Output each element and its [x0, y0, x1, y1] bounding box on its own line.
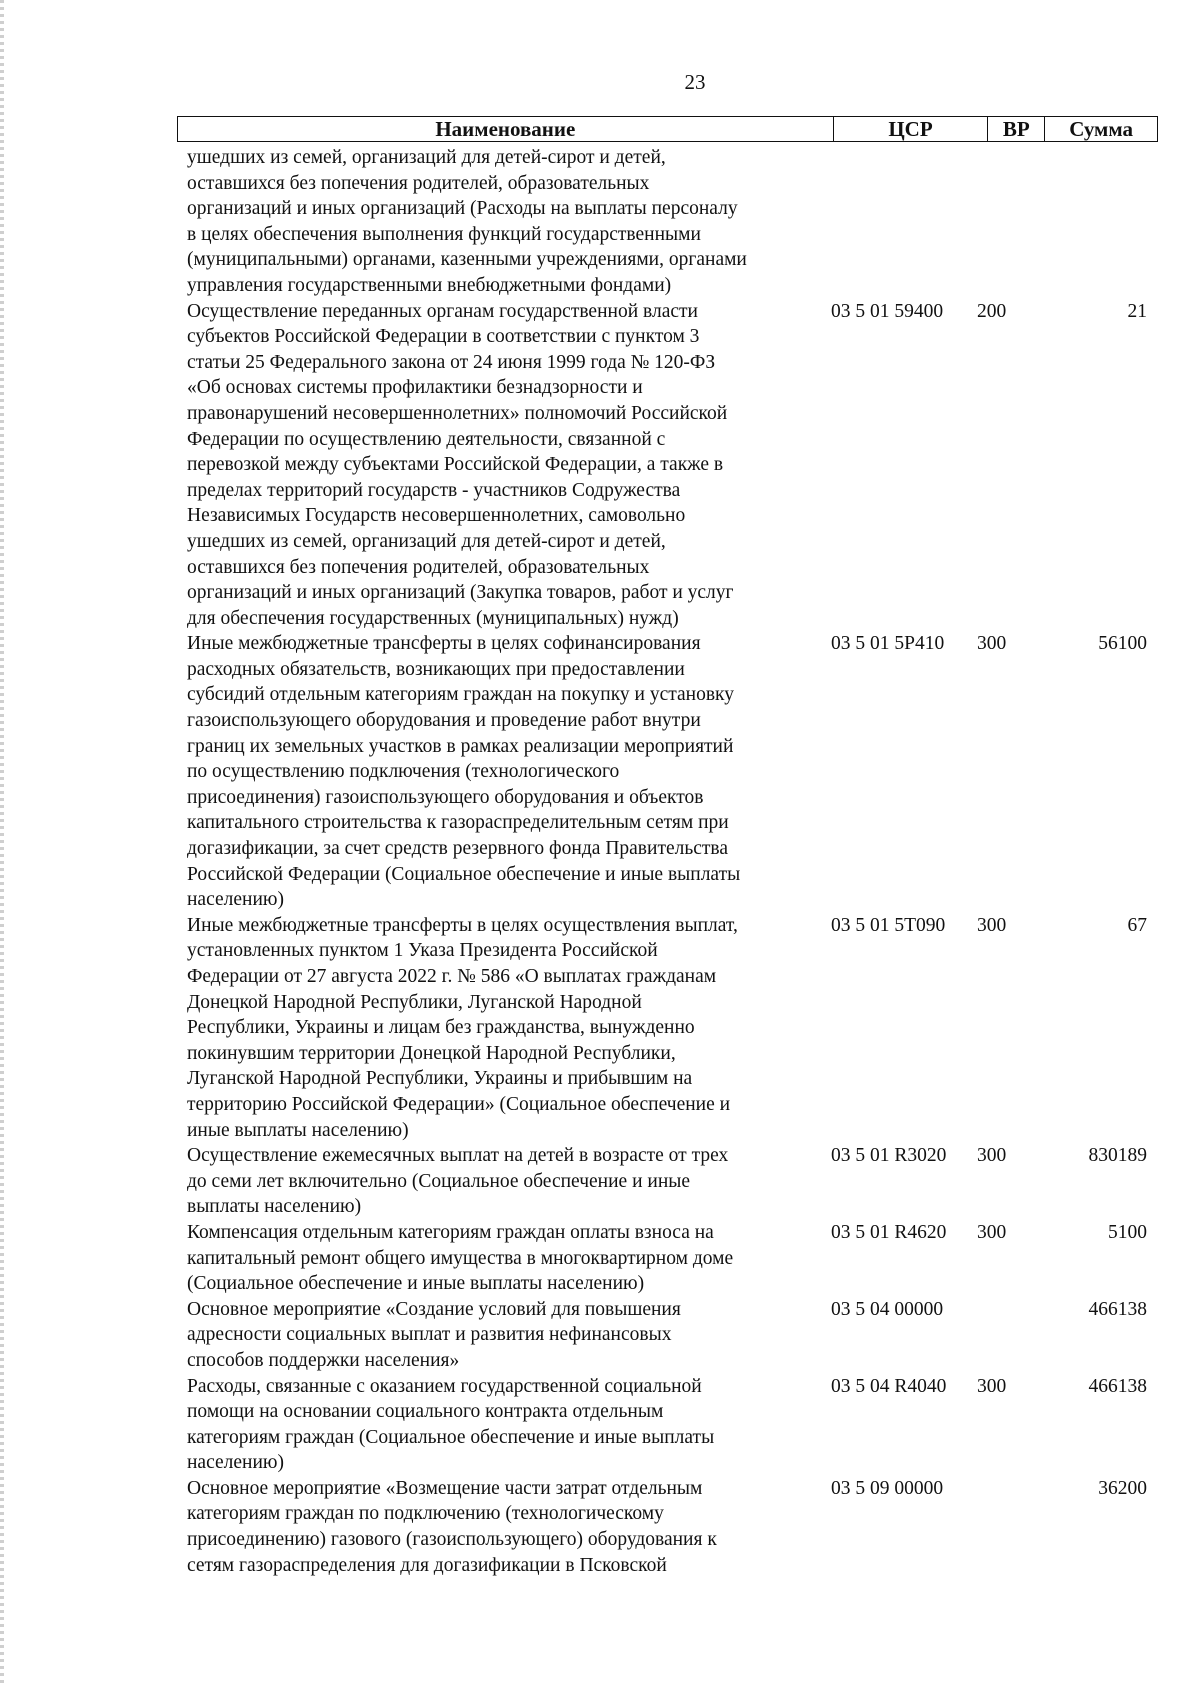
row-sum: 466138: [1088, 1298, 1147, 1320]
header-sum: Сумма: [1069, 116, 1134, 141]
row-csr: 03 5 01 R4620: [831, 1221, 947, 1243]
row-vr: [977, 1297, 1027, 1374]
row-vr: 300: [977, 914, 1007, 936]
row-vr: [977, 145, 1027, 299]
row-name: Осуществление ежемесячных выплат на детей в возрасте от трех до семи лет включительно (Социальное обеспечение и иные выплаты населению): [187, 1145, 729, 1218]
table-row: [187, 1220, 1147, 1297]
row-sum: 5100: [1108, 1221, 1147, 1243]
row-csr: [820, 145, 977, 299]
row-name: Иные межбюджетные трансферты в целях софинансирования расходных обязательств, возникающих при предоставлении субсидий отдельным категориям граждан на покупку и установку газоиспользующего оборудования и проведение работ внутри границ их земельных участков в рамках реализации мероприятий по осуществлению подключения (технологического присоединения) газоиспользующего оборудования и объектов капитального строительства к газораспределительным сетям при догазификации, за счет средств резервного фонда Правительства Российской Федерации (Социальное обеспечение и иные выплаты населению): [187, 633, 741, 911]
row-vr: 300: [977, 1375, 1007, 1397]
row-csr: 03 5 01 R3020: [831, 1145, 947, 1167]
row-name: Расходы, связанные с оказанием государственной социальной помощи на основании социального контракта отдельным категориям граждан (Социальное обеспечение и иные выплаты населению): [187, 1375, 715, 1474]
row-name: ушедших из семей, организаций для детей-сирот и детей, оставшихся без попечения родителей, образовательных организаций и иных организаций (Расходы на выплаты персоналу в целях обеспечения выполнения функций государственными (муниципальными) органами, казенными учреждениями, органами управления государственными внебюджетными фондами): [187, 147, 747, 296]
row-sum: [1027, 145, 1147, 299]
row-name: Иные межбюджетные трансферты в целях осуществления выплат, установленных пунктом 1 Указа Президента Российской Федерации от 27 августа 2022 г. № 586 «О выплатах гражданам Донецкой Народной Республики, Луганской Народной Республики, Украины и лицам без гражданства, вынужденно покинувшим территории Донецкой Народной Республики, Луганской Народной Республики, Украины и прибывшим на территорию Российской Федерации» (Социальное обеспечение и иные выплаты населению): [187, 914, 738, 1141]
row-vr: 200: [977, 300, 1007, 322]
row-vr: 300: [977, 1145, 1007, 1167]
row-sum: 466138: [1088, 1375, 1147, 1397]
row-name: Основное мероприятие «Создание условий для повышения адресности социальных выплат и развития нефинансовых способов поддержки населения»: [187, 1298, 681, 1371]
row-name: Основное мероприятие «Возмещение части затрат отдельным категориям граждан по подключению (технологическому присоединению) газового (газоиспользующего) оборудования к сетям газораспределения для догазификации в Псковской: [187, 1477, 717, 1576]
table-row: [187, 299, 1147, 632]
page-number: 23: [684, 70, 706, 94]
table-row: [187, 913, 1147, 1143]
row-csr: 03 5 09 00000: [831, 1477, 944, 1499]
header-name: Наименование: [178, 117, 834, 141]
table-row: [187, 1143, 1147, 1220]
row-vr: 300: [977, 1221, 1007, 1243]
row-sum: 67: [1127, 914, 1147, 936]
table-header: [177, 116, 1158, 142]
header-vr: ВР: [988, 117, 1045, 141]
row-sum: 56100: [1098, 633, 1147, 655]
row-sum: 36200: [1098, 1477, 1147, 1499]
row-sum: 21: [1127, 300, 1147, 322]
header-csr: ЦСР: [834, 117, 989, 141]
table-row: [187, 631, 1147, 913]
table-row: [187, 1476, 1147, 1578]
table-body: [187, 145, 1147, 1578]
row-name: Осуществление переданных органам государственной власти субъектов Российской Федерации в соответствии с пунктом 3 статьи 25 Федерального закона от 24 июня 1999 года № 120-ФЗ «Об основах системы профилактики безнадзорности и правонарушений несовершеннолетних» полномочий Российской Федерации по осуществлению деятельности, связанной с перевозкой между субъектами Российской Федерации, а также в пределах территорий государств - участников Содружества Независимых Государств несовершеннолетних, самовольно ушедших из семей, организаций для детей-сирот и детей, оставшихся без попечения родителей, образовательных организаций и иных организаций (Закупка товаров, работ и услуг для обеспечения государственных (муниципальных) нужд): [187, 300, 734, 629]
row-vr: 300: [977, 633, 1007, 655]
row-csr: 03 5 01 5P410: [831, 633, 945, 655]
table-row: [187, 1374, 1147, 1476]
table-row: [187, 145, 1147, 299]
row-name: Компенсация отдельным категориям граждан оплаты взноса на капитальный ремонт общего имущества в многоквартирном доме (Социальное обеспечение и иные выплаты населению): [187, 1221, 734, 1295]
table-row: [187, 1297, 1147, 1374]
scan-edge: [0, 0, 4, 1686]
row-csr: 03 5 01 59400: [831, 300, 944, 322]
row-csr: 03 5 01 5T090: [831, 914, 946, 936]
row-sum: 830189: [1088, 1145, 1147, 1167]
row-csr: 03 5 04 00000: [831, 1298, 944, 1320]
row-csr: 03 5 04 R4040: [831, 1375, 947, 1397]
row-vr: [977, 1476, 1027, 1578]
